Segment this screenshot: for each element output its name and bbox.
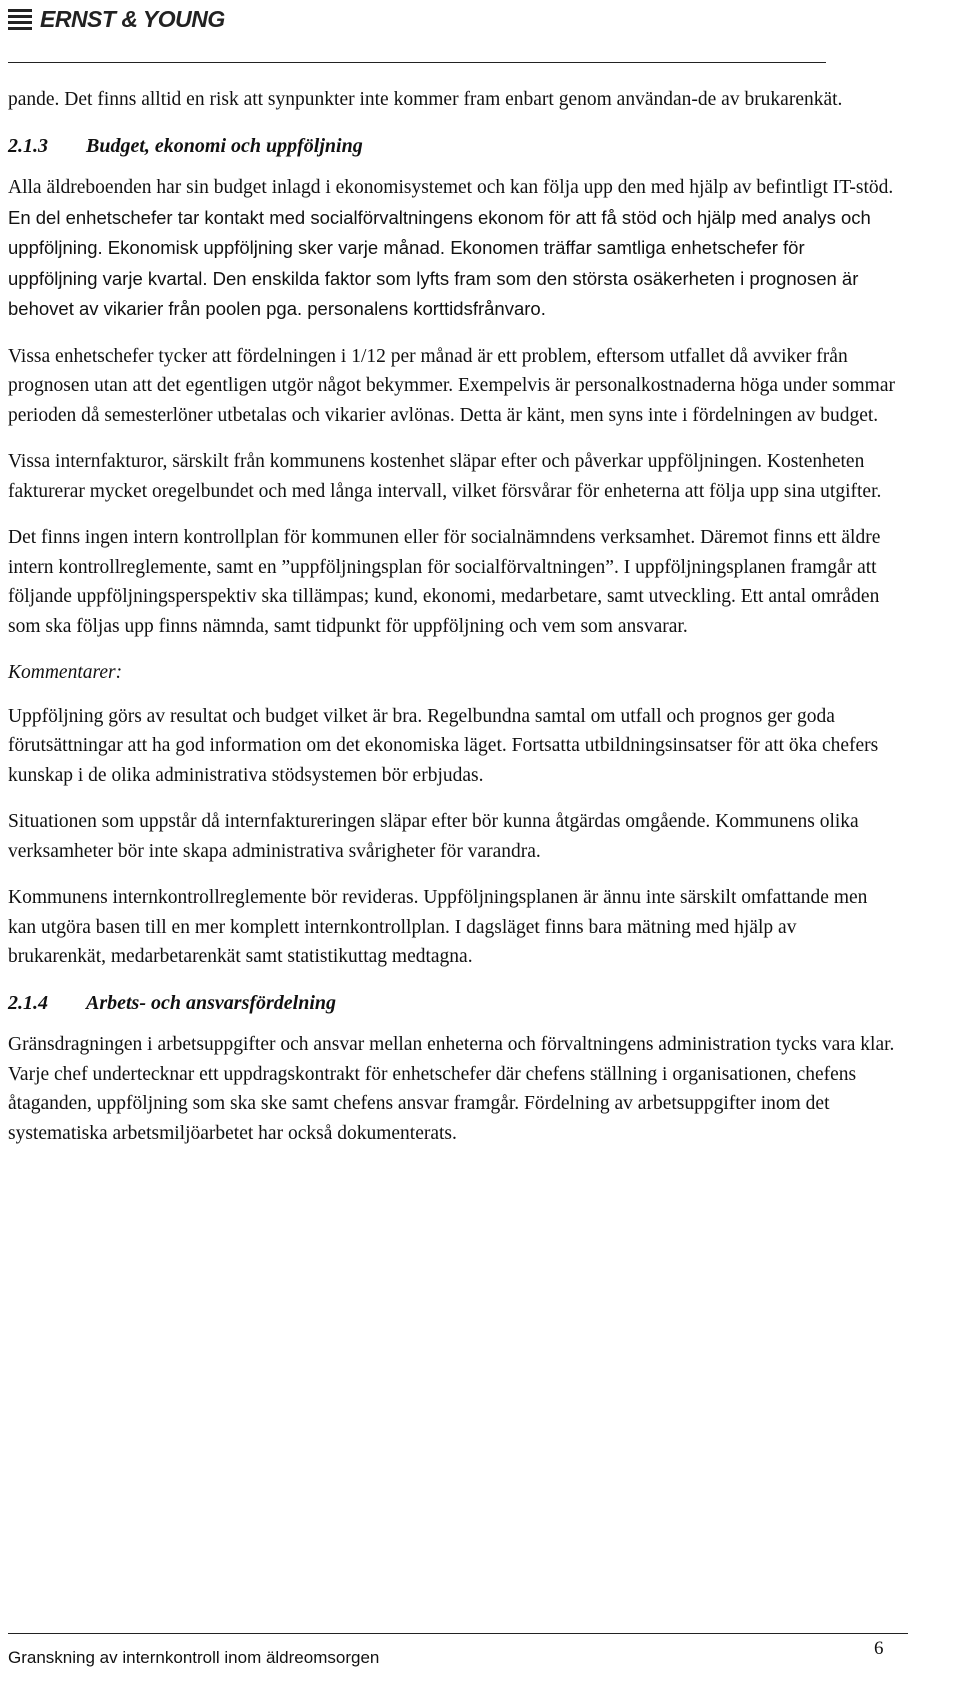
paragraph: Situationen som uppstår då internfaktureringen släpar efter bör kunna åtgärdas omgående. Kommunens olika verksamheter bör inte skapa administrativa svårigheter för varandra. <box>8 811 859 862</box>
logo <box>8 2 225 36</box>
header-rule <box>8 62 826 63</box>
paragraph: Uppföljning görs av resultat och budget vilket är bra. Regelbundna samtal om utfall och prognos ger goda förutsättningar att ha god information om det ekonomiska läget. Fortsatta utbildningsinsatser för att öka chefers kunskap i de olika administrativa stödsystemen bör erbjudas. <box>8 705 879 786</box>
paragraph: Vissa internfakturor, särskilt från kommunens kostenhet släpar efter och påverkar uppföljningen. Kostenheten fakturerar mycket oregelbundet och med långa intervall, vilket försvårar för enheterna att följa upp sina utgifter. <box>8 451 882 502</box>
section-heading <box>8 132 896 162</box>
section-heading <box>8 989 896 1019</box>
paragraph: Det finns ingen intern kontrollplan för kommunen eller för socialnämndens verksamhet. Däremot finns ett äldre intern kontrollreglemente, samt en ”uppföljningsplan för socialförvaltningen”. I uppföljningsplanen framgår att följande uppföljningsperspektiv ska tillämpas; kund, ekonomi, medarbetare, samt utveckling. Ett antal områden som ska följas upp finns nämnda, samt tidpunkt för uppföljning och vem som ansvarar. <box>8 527 881 637</box>
footer-rule <box>8 1633 908 1634</box>
document-body <box>8 85 896 1165</box>
logo-text: ERNST & YOUNG <box>40 5 225 32</box>
section-number: 2.1.3 <box>8 134 48 157</box>
paragraph <box>8 173 896 325</box>
comments-label: Kommentarer: <box>8 662 123 683</box>
paragraph: pande. Det finns alltid en risk att synpunkter inte kommer fram enbart genom användan-de av brukarenkät. <box>8 89 843 110</box>
paragraph: Kommunens internkontrollreglemente bör revideras. Uppföljningsplanen är ännu inte särskilt omfattande men kan utgöra basen till en mer komplett internkontrollplan. I dagsläget finns bara mätning med hjälp av brukarenkät, medarbetarenkät samt statistikuttag medtagna. <box>8 887 868 967</box>
paragraph: Gränsdragningen i arbetsuppgifter och ansvar mellan enheterna och förvaltningens administration tycks vara klar. Varje chef undertecknar ett uppdragskontrakt för enhetschefer där chefens ställning i organisationen, chefens åtaganden, uppföljning som ska ske samt chefens ansvar framgår. Fördelning av arbetsuppgifter inom det systematiska arbetsmiljöarbetet har också dokumenterats. <box>8 1034 895 1144</box>
footer-title: Granskning av internkontroll inom äldreomsorgen <box>8 1648 380 1667</box>
section-title: Budget, ekonomi och uppföljning <box>86 134 363 157</box>
page-number: 6 <box>874 1638 884 1659</box>
section-number: 2.1.4 <box>8 991 48 1014</box>
paragraph-text-sans: En del enhetschefer tar kontakt med socialförvaltningens ekonom för att få stöd och hjälp med analys och uppföljning. Ekonomisk uppföljning sker varje månad. Ekonomen träffar samtliga enhetschefer för uppföljning varje kvartal. Den enskilda faktor som lyfts fram som den största osäkerheten i prognosen är behovet av vikarier från poolen pga. personalens korttidsfrånvaro. <box>8 206 871 319</box>
logo-mark-icon <box>8 7 32 31</box>
paragraph-text: Alla äldreboenden har sin budget inlagd i ekonomisystemet och kan följa upp den med hjälp av befintligt IT-stöd. <box>8 177 894 198</box>
paragraph: Vissa enhetschefer tycker att fördelningen i 1/12 per månad är ett problem, eftersom utfallet då avviker från prognosen utan att det egentligen utgör något bekymmer. Exempelvis är personalkostnaderna höga under sommar perioden då semesterlöner utbetalas och vikarier avlönas. Detta är känt, men syns inte i fördelningen av budget. <box>8 345 896 426</box>
section-title: Arbets- och ansvarsfördelning <box>86 991 337 1014</box>
